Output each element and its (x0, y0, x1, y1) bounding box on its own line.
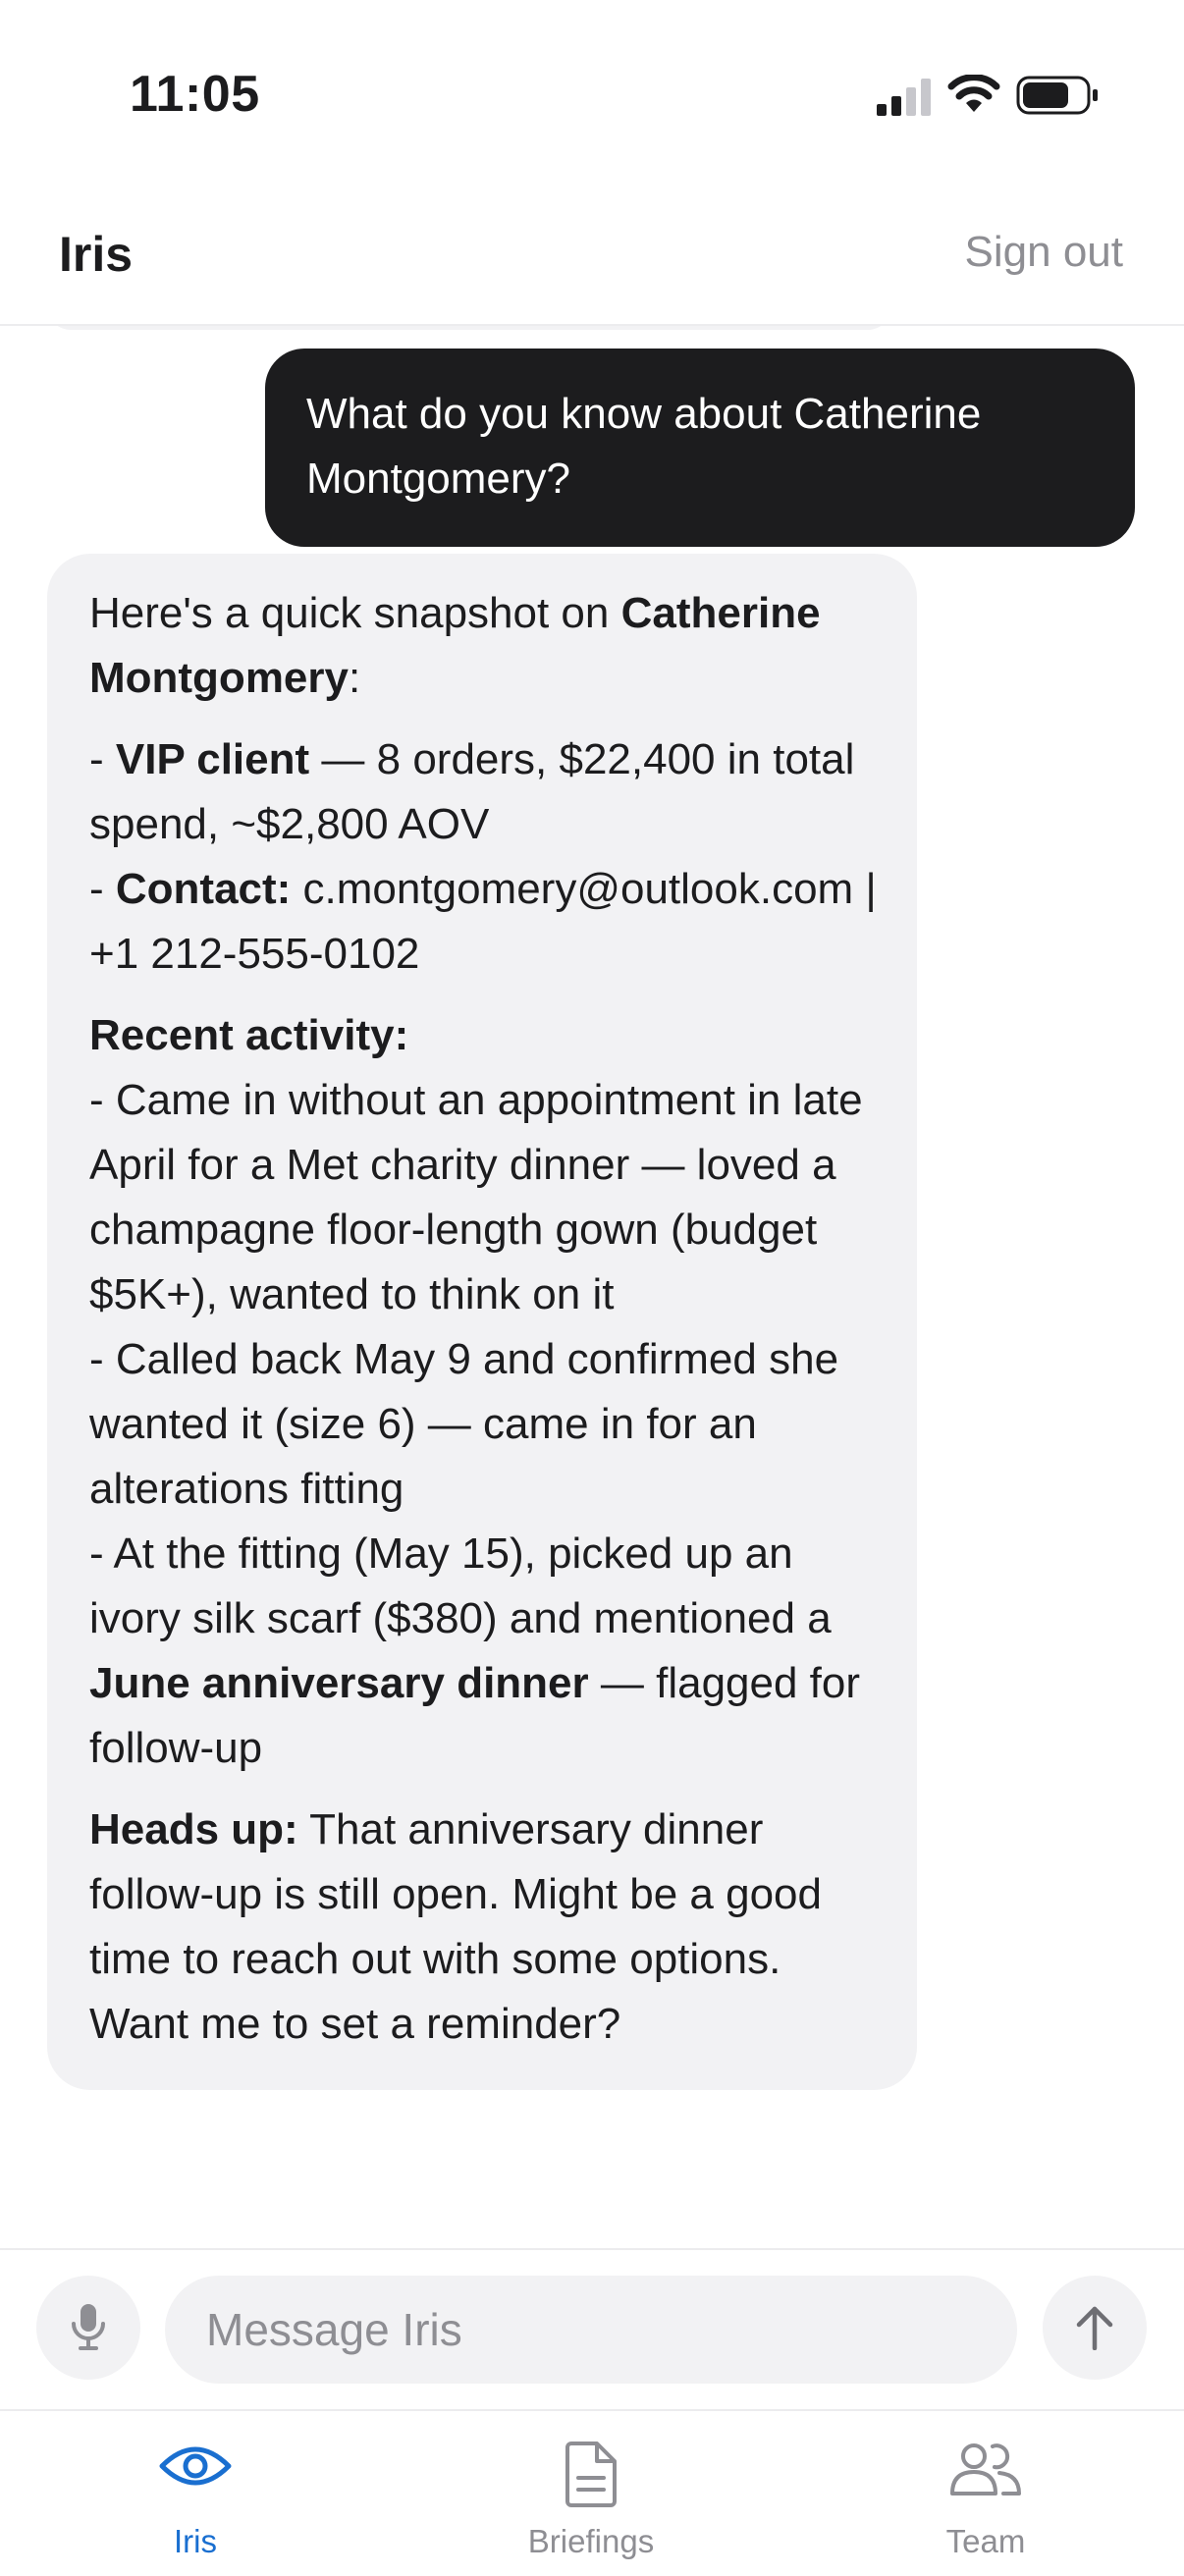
recent-activity (89, 1003, 888, 1781)
anniversary-highlight: June anniversary dinner (89, 1659, 589, 1707)
previous-message-edge (47, 326, 891, 330)
activity-item: - At the fitting (May 15), picked up an ivory silk scarf ($380) and mentioned a (89, 1530, 832, 1642)
tab-team[interactable] (838, 2411, 1133, 2576)
heads-up-text: That anniversary dinner follow-up is still open. Might be a good time to reach out with some options. Want me to set a reminder? (89, 1805, 822, 2048)
microphone-icon (69, 2302, 108, 2353)
client-name: Catherine Montgomery (89, 589, 821, 702)
tab-iris[interactable] (48, 2411, 343, 2576)
sign-out-button[interactable]: Sign out (964, 228, 1123, 276)
assistant-message-bubble (47, 554, 917, 2090)
cellular-signal-icon (877, 79, 932, 116)
vip-label: VIP client (115, 735, 310, 783)
microphone-button[interactable] (36, 2276, 140, 2380)
contact-label: Contact: (115, 865, 292, 913)
activity-item: - Came in without an appointment in late April for a Met charity dinner — loved a champagne floor-length gown (budget $5K+), wanted to think on it (89, 1076, 863, 1318)
document-icon (564, 2441, 619, 2507)
intro-suffix: : (349, 654, 361, 702)
activity-item-suffix: — flagged for follow-up (89, 1659, 861, 1772)
arrow-up-icon (1073, 2305, 1116, 2350)
app-header (0, 187, 1184, 326)
contact-details: c.montgomery@outlook.com | +1 212-555-0102 (89, 865, 877, 978)
intro-text: Here's a quick snapshot on (89, 589, 621, 637)
status-time: 11:05 (130, 66, 260, 123)
send-button[interactable] (1043, 2276, 1147, 2380)
heads-up-label: Heads up: (89, 1805, 298, 1853)
tab-label: Team (945, 2523, 1026, 2559)
people-icon (948, 2441, 1023, 2497)
message-input[interactable] (165, 2276, 1017, 2384)
eye-icon (158, 2441, 233, 2492)
vip-stats: — 8 orders, $22,400 in total spend, ~$2,800 AOV (89, 735, 855, 848)
page-title: Iris (59, 227, 134, 282)
client-summary: - VIP client — 8 orders, $22,400 in total spend, ~$2,800 AOV - Contact: c.montgomery@outlook.com | +1 212-555-0102 (89, 735, 877, 978)
tab-briefings[interactable] (444, 2411, 738, 2576)
tab-label: Iris (174, 2523, 217, 2559)
tab-label: Briefings (527, 2523, 655, 2559)
user-message-bubble: What do you know about Catherine Montgomery? (265, 349, 1135, 547)
tab-bar (0, 2409, 1184, 2576)
chat-thread[interactable] (0, 326, 1184, 2250)
wifi-icon (947, 75, 1000, 114)
activity-item: - Called back May 9 and confirmed she wanted it (size 6) — came in for an alterations fitting (89, 1335, 839, 1513)
assistant-intro (89, 581, 888, 711)
heads-up (89, 1798, 888, 2057)
status-bar (0, 0, 1184, 187)
battery-icon (1016, 76, 1099, 115)
message-composer (0, 2248, 1184, 2411)
recent-activity-heading: Recent activity: (89, 1011, 409, 1059)
